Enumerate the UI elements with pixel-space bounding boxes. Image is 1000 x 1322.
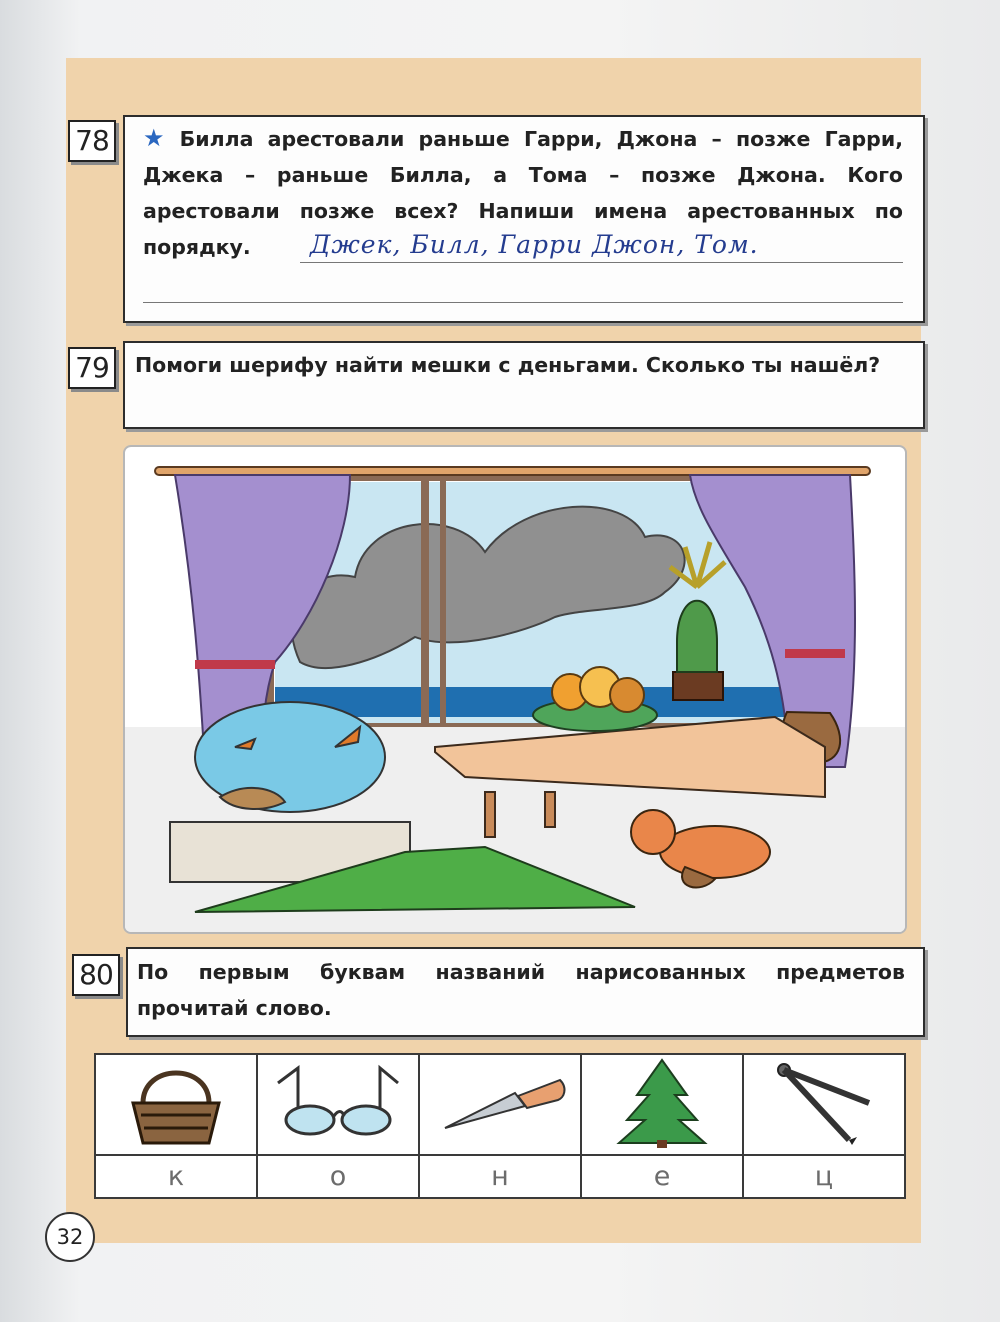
compass-icon: [754, 1058, 894, 1148]
glasses-icon: [268, 1058, 408, 1148]
star-icon: ★: [143, 124, 172, 152]
item-cell: [419, 1054, 581, 1155]
items-pictures-row: [95, 1054, 905, 1155]
page-number: 32: [45, 1212, 95, 1262]
letter-cell[interactable]: ц: [743, 1155, 905, 1198]
items-letters-row: [95, 1155, 905, 1198]
fir-tree-icon: [607, 1055, 717, 1150]
item-cell: [95, 1054, 257, 1155]
task-80-number: 80: [72, 954, 120, 996]
letter-cell[interactable]: н: [419, 1155, 581, 1198]
letter-cell[interactable]: о: [257, 1155, 419, 1198]
task-78-question: Билла арестовали раньше Гарри, Джона – позже Гарри, Джека – раньше Билла, а Тома – позже Джона. Кого арестовали позже всех? Напиши имена арестованных по порядку.: [143, 127, 904, 259]
items-table: [94, 1053, 906, 1199]
letter-cell[interactable]: е: [581, 1155, 743, 1198]
item-cell: [743, 1054, 905, 1155]
letter-cell[interactable]: к: [95, 1155, 257, 1198]
item-cell: [581, 1054, 743, 1155]
answer-line-1: [300, 262, 903, 263]
sheriff-scene-illustration: [123, 445, 907, 934]
task-79-text: Помоги шерифу найти мешки с деньгами. Сколько ты нашёл?: [135, 353, 881, 377]
window-scene: [125, 447, 905, 932]
task-79-number: 79: [68, 347, 116, 389]
answer-line-2: [143, 302, 903, 303]
task-78-number: 78: [68, 120, 116, 162]
task-78-answer: Джек, Билл, Гарри Джон, Том.: [310, 230, 759, 259]
item-cell: [257, 1054, 419, 1155]
knife-icon: [430, 1058, 570, 1148]
basket-icon: [121, 1058, 231, 1148]
task-80-text: По первым буквам названий нарисованных предметов прочитай слово.: [137, 960, 905, 1020]
